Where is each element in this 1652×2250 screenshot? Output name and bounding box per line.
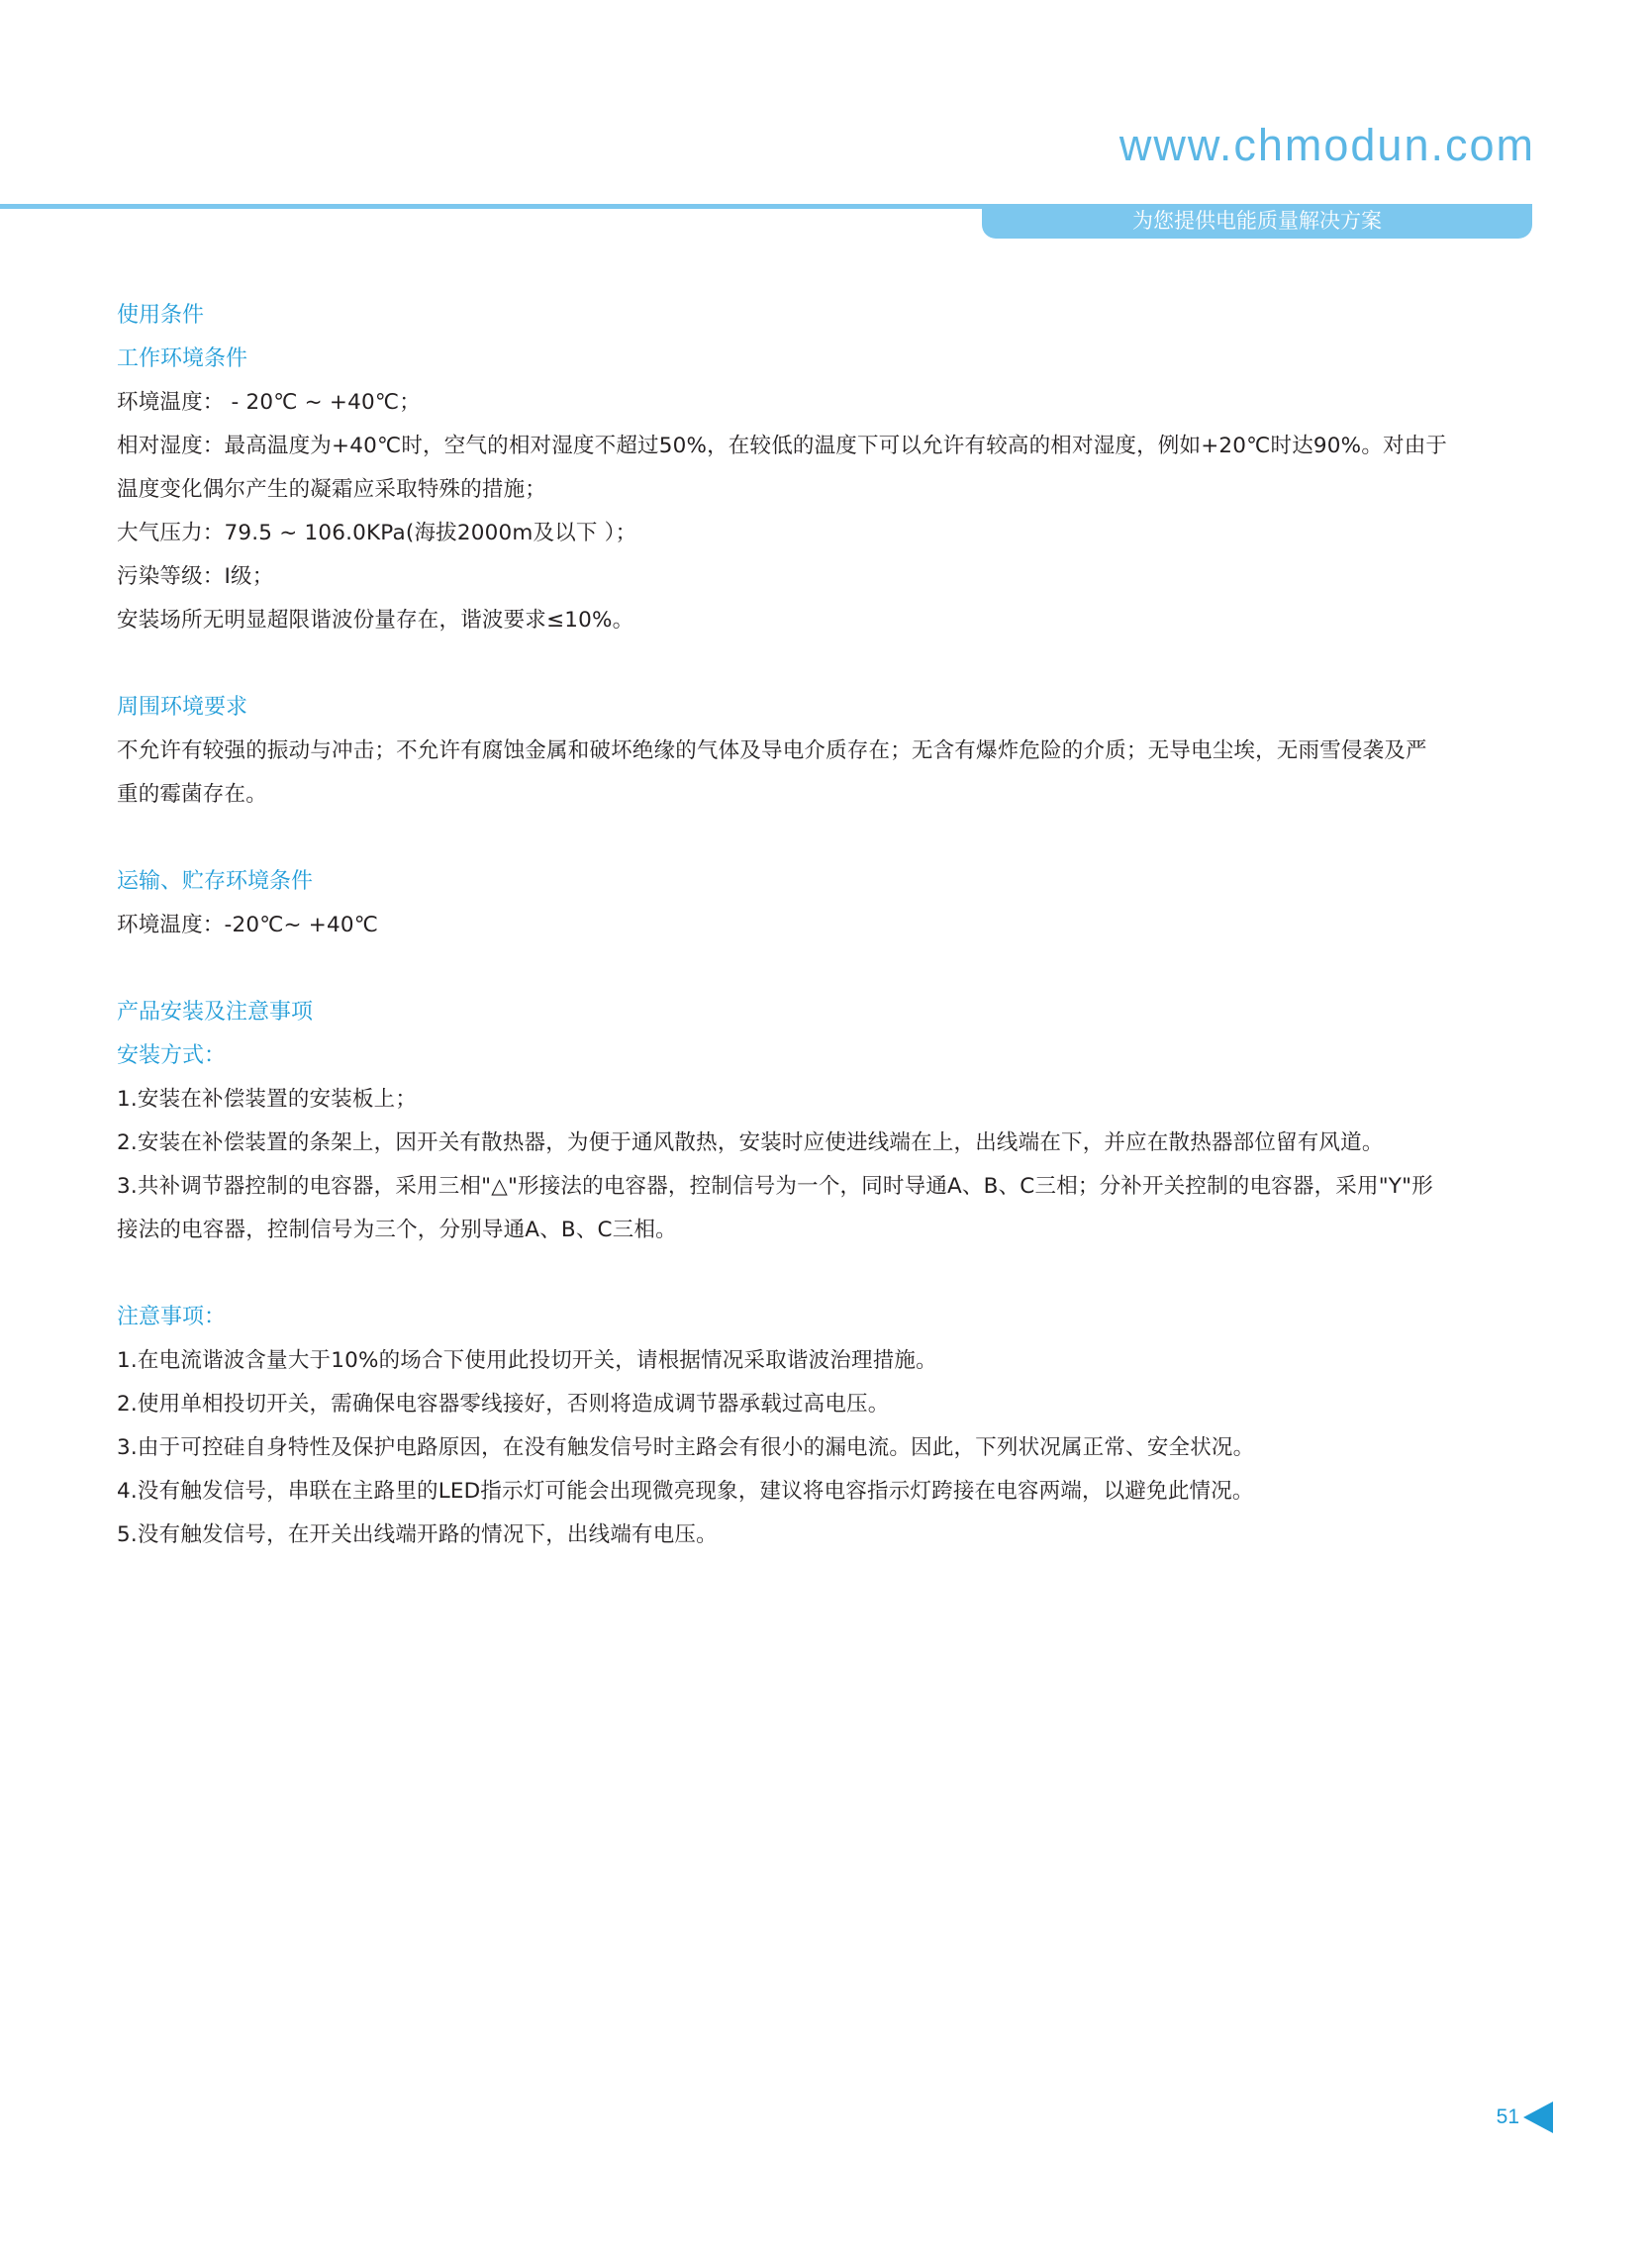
text-line: 3.共补调节器控制的电容器，采用三相"△"形接法的电容器，控制信号为一个，同时导通A、B、C三相；分补开关控制的电容器，采用"Y"形 bbox=[117, 1174, 1433, 1199]
text-line: 5.没有触发信号，在开关出线端开路的情况下，出线端有电压。 bbox=[117, 1522, 718, 1547]
spacer bbox=[117, 947, 1534, 991]
text-line: 环境温度：-20℃~ +40℃ bbox=[117, 913, 379, 937]
text-line: 2.使用单相投切开关，需确保电容器零线接好，否则将造成调节器承载过高电压。 bbox=[117, 1392, 890, 1417]
text-line: 温度变化偶尔产生的凝霜应采取特殊的措施； bbox=[117, 477, 547, 502]
subheading-notes: 注意事项： bbox=[117, 1305, 227, 1329]
page-content bbox=[117, 294, 1534, 1557]
subheading-install-method: 安装方式： bbox=[117, 1043, 227, 1068]
text-line: 4.没有触发信号，串联在主路里的LED指示灯可能会出现微亮现象，建议将电容指示灯跨接在电容两端，以避免此情况。 bbox=[117, 1479, 1254, 1504]
text-line: 安装场所无明显超限谐波份量存在，谐波要求≤10%。 bbox=[117, 608, 634, 633]
text-line: 1.在电流谐波含量大于10%的场合下使用此投切开关，请根据情况采取谐波治理措施。 bbox=[117, 1348, 937, 1373]
triangle-left-icon bbox=[1523, 2102, 1553, 2133]
page-number bbox=[1497, 2102, 1553, 2133]
text-line: 环境温度： - 20℃ ~ +40℃； bbox=[117, 390, 421, 415]
text-line: 不允许有较强的振动与冲击；不允许有腐蚀金属和破坏绝缘的气体及导电介质存在；无含有爆炸危险的介质；无导电尘埃，无雨雪侵袭及严 bbox=[117, 738, 1427, 763]
header-tagline: 为您提供电能质量解决方案 bbox=[982, 204, 1532, 239]
text-line: 大气压力：79.5 ~ 106.0KPa(海拔2000m及以下 ）； bbox=[117, 521, 637, 545]
subheading-surrounding: 周围环境要求 bbox=[117, 695, 248, 720]
page-number-label: 51 bbox=[1496, 2105, 1519, 2128]
text-line: 接法的电容器，控制信号为三个，分别导通A、B、C三相。 bbox=[117, 1218, 677, 1242]
text-line: 重的霉菌存在。 bbox=[117, 782, 267, 807]
subheading-transport: 运输、贮存环境条件 bbox=[117, 869, 314, 894]
spacer bbox=[117, 1252, 1534, 1296]
spacer bbox=[117, 642, 1534, 686]
text-line: 相对湿度：最高温度为+40℃时，空气的相对湿度不超过50%，在较低的温度下可以允许有较高的相对湿度，例如+20℃时达90%。对由于 bbox=[117, 434, 1448, 458]
site-url[interactable]: www.chmodun.com bbox=[1118, 120, 1535, 170]
text-line: 2.安装在补偿装置的条架上，因开关有散热器，为便于通风散热，安装时应使进线端在上，出线端在下，并应在散热器部位留有风道。 bbox=[117, 1130, 1384, 1155]
section-heading-usage: 使用条件 bbox=[117, 303, 205, 328]
text-line: 污染等级：Ⅰ级； bbox=[117, 564, 274, 589]
text-line: 3.由于可控硅自身特性及保护电路原因，在没有触发信号时主路会有很小的漏电流。因此，下列状况属正常、安全状况。 bbox=[117, 1435, 1255, 1460]
section-heading-install: 产品安装及注意事项 bbox=[117, 1000, 314, 1025]
text-line: 1.安装在补偿装置的安装板上； bbox=[117, 1087, 418, 1112]
spacer bbox=[117, 817, 1534, 860]
subheading-work-env: 工作环境条件 bbox=[117, 346, 248, 371]
